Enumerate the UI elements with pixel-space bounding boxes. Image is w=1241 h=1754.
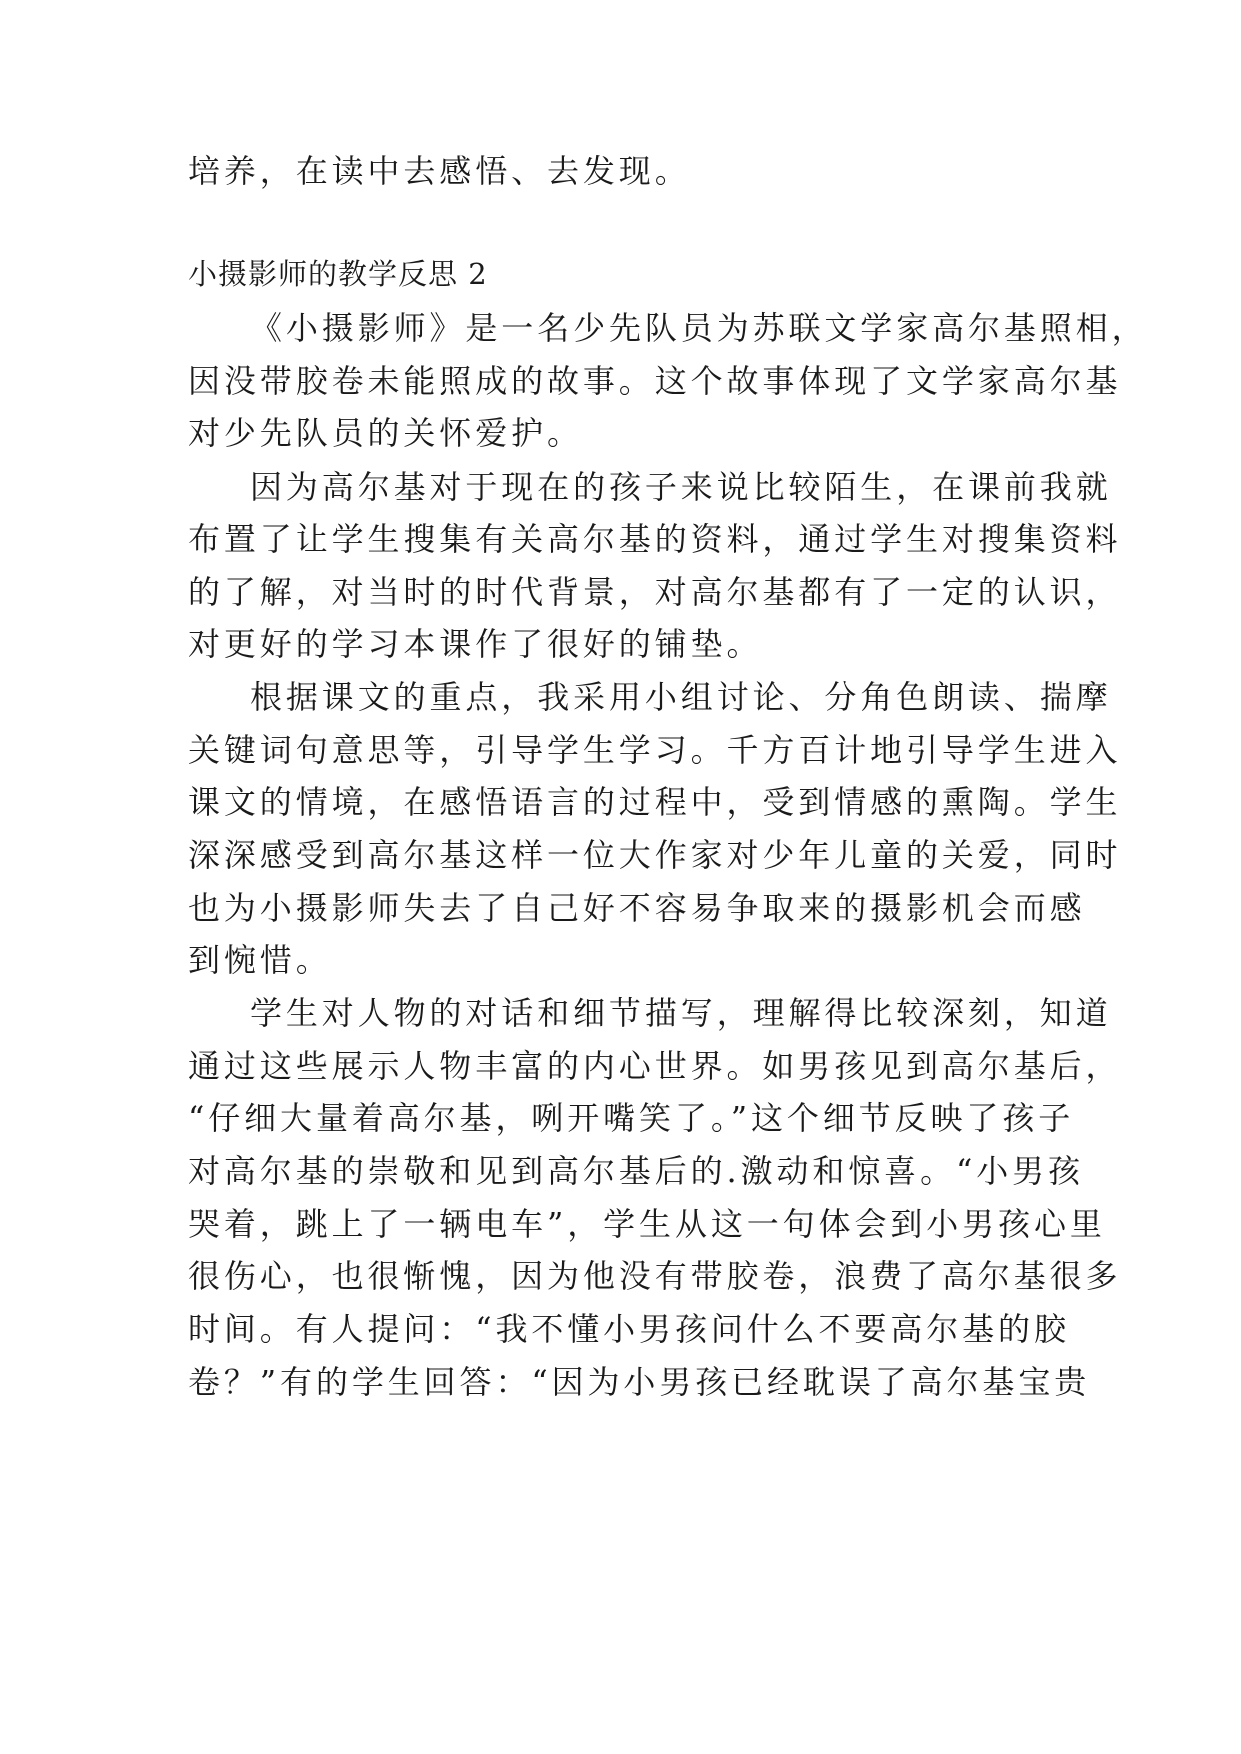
paragraph-line: 也为小摄影师失去了自己好不容易争取来的摄影机会而感 [188,889,1086,927]
paragraph-line: 时间。有人提问：“我不懂小男孩问什么不要高尔基的胶 [188,1310,1070,1348]
paragraph-line: 通过这些展示人物丰富的内心世界。如男孩见到高尔基后， [188,1047,1122,1085]
paragraph-line: 学生对人物的对话和细节描写，理解得比较深刻，知道 [250,994,1112,1032]
paragraph-line: 到惋惜。 [188,941,332,979]
paragraph-line: 布置了让学生搜集有关高尔基的资料，通过学生对搜集资料 [188,520,1122,558]
paragraph-line: 的了解，对当时的时代背景，对高尔基都有了一定的认识， [188,573,1122,611]
paragraph-line: 对高尔基的崇敬和见到高尔基后的.激动和惊喜。“小男孩 [188,1152,1084,1190]
paragraph-line: 因为高尔基对于现在的孩子来说比较陌生，在课前我就 [250,468,1112,506]
top-paragraph-fragment: 培养，在读中去感悟、去发现。 [188,152,691,190]
paragraph-line: 哭着，跳上了一辆电车”，学生从这一句体会到小男孩心里 [188,1205,1106,1243]
paragraph-line: 对更好的学习本课作了很好的铺垫。 [188,625,763,663]
paragraph-line: 卷？”有的学生回答：“因为小男孩已经耽误了高尔基宝贵 [188,1363,1091,1401]
paragraph-line: 根据课文的重点，我采用小组讨论、分角色朗读、揣摩 [250,678,1112,716]
paragraph-line: 对少先队员的关怀爱护。 [188,414,583,452]
paragraph-line: 课文的情境，在感悟语言的过程中，受到情感的熏陶。学生 [188,783,1122,821]
paragraph-line: 《小摄影师》是一名少先队员为苏联文学家高尔基照相， [250,309,1148,347]
section-heading: 小摄影师的教学反思 2 [188,257,488,291]
paragraph-line: 很伤心，也很惭愧，因为他没有带胶卷，浪费了高尔基很多 [188,1257,1122,1295]
paragraph-line: “仔细大量着高尔基，咧开嘴笑了。”这个细节反映了孩子 [188,1099,1075,1137]
paragraph-line: 关键词句意思等，引导学生学习。千方百计地引导学生进入 [188,731,1122,769]
paragraph-line: 深深感受到高尔基这样一位大作家对少年儿童的关爱，同时 [188,836,1122,874]
paragraph-line: 因没带胶卷未能照成的故事。这个故事体现了文学家高尔基 [188,362,1122,400]
